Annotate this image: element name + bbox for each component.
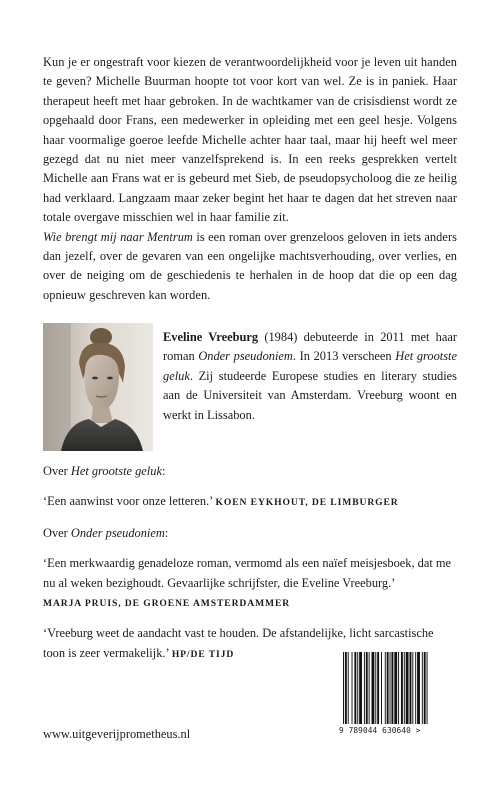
barcode-number: 9 789044 630640 > xyxy=(339,726,421,735)
blurb-paragraph-1: Kun je er ongestraft voor kiezen de verantwoordelijkheid voor je leven uit handen te geven? Michelle Buurman hoopte tot voor kort van wel. Ze is in paniek. Haar therapeut heeft met haar gebroken. In de wachtkamer van de crisisdienst wordt ze opgehaald door Frans, een medewerker in opleiding met een geel hesje. Volgens haar voormalige goeroe leefde Michelle achter haar taal, maar hij heeft wel meer gezegd dat nu niet meer vanzelfsprekend is. In een reeks gesprekken vertelt Michelle aan Frans wat er is gebeurd met Sieb, de pseudopsycholoog die ze heilig had verklaard. Langzaam maar zeker begint het haar te dagen dat het streven naar totale overgave misschien wel in haar familie zit. xyxy=(43,55,457,225)
review-heading-2-title: Onder pseudoniem xyxy=(70,525,165,540)
barcode-bars xyxy=(339,652,457,726)
review-heading-2-prefix: Over xyxy=(43,525,71,540)
bio-text-2: . In 2013 verscheen xyxy=(292,349,396,364)
quote-3-source: HP/DE TIJD xyxy=(171,648,235,660)
review-heading-1-title: Het grootste geluk xyxy=(70,464,162,478)
bio-book-2: Het grootste geluk xyxy=(163,349,457,383)
review-heading-1-prefix: Over xyxy=(43,464,71,478)
quote-1-source: KOEN EYKHOUT, DE LIMBURGER xyxy=(215,497,399,509)
author-bio-text xyxy=(163,328,457,425)
isbn-barcode xyxy=(339,652,457,738)
quote-3-text: ‘Vreeburg weet de aandacht vast te houden. De afstandelijke, licht sarcastische toon is zeer vermakelijk.’ xyxy=(43,626,434,660)
bio-text-1: (1984) debuteerde in 2011 met haar roman xyxy=(163,330,458,364)
quote-2-source: MARJA PRUIS, DE GROENE AMSTERDAMMER xyxy=(43,598,291,610)
publisher-website: www.uitgeverijprometheus.nl xyxy=(43,727,191,741)
author-bio xyxy=(163,328,457,425)
author-portrait-image xyxy=(43,323,153,451)
review-heading-2-suffix: : xyxy=(164,525,169,540)
review-heading-1 xyxy=(43,462,457,481)
book-title: Wie brengt mij naar Mentrum xyxy=(43,229,193,244)
reviews xyxy=(43,462,457,664)
quote-1-text: ‘Een aanwinst voor onze letteren.’ xyxy=(43,494,213,509)
review-heading-1-suffix: : xyxy=(161,464,166,478)
review-quote-2: ‘Een merkwaardig genadeloze roman, vermomd als een naïef meisjesboek, dat me nu al weken bezighoudt. Gevaarlijke schrijfster, die Eveline Vreeburg.’ xyxy=(43,556,452,590)
blurb-paragraph-2-text: is een roman over grenzeloos geloven in iets anders dan jezelf, over de gevaren van een ongelijke machtsverhouding, over verlies, en over de neiging om de geschiedenis te herhalen in de hoop dat die op een dag opnieuw geschreven kan worden. xyxy=(43,229,458,302)
author-photo xyxy=(43,323,153,451)
review-quote-1 xyxy=(43,492,457,512)
review-quote-2-source-line xyxy=(43,593,457,613)
blurb xyxy=(43,53,457,305)
author-name: Eveline Vreeburg xyxy=(163,330,259,344)
blurb-paragraph-2 xyxy=(43,228,457,306)
bio-text-3: . Zij studeerde Europese studies en literary studies aan de Universiteit van Amsterdam. Vreeburg woont en werkt in Lissabon. xyxy=(163,368,457,422)
review-heading-2 xyxy=(43,524,457,543)
bio-book-1: Onder pseudoniem xyxy=(198,349,293,364)
